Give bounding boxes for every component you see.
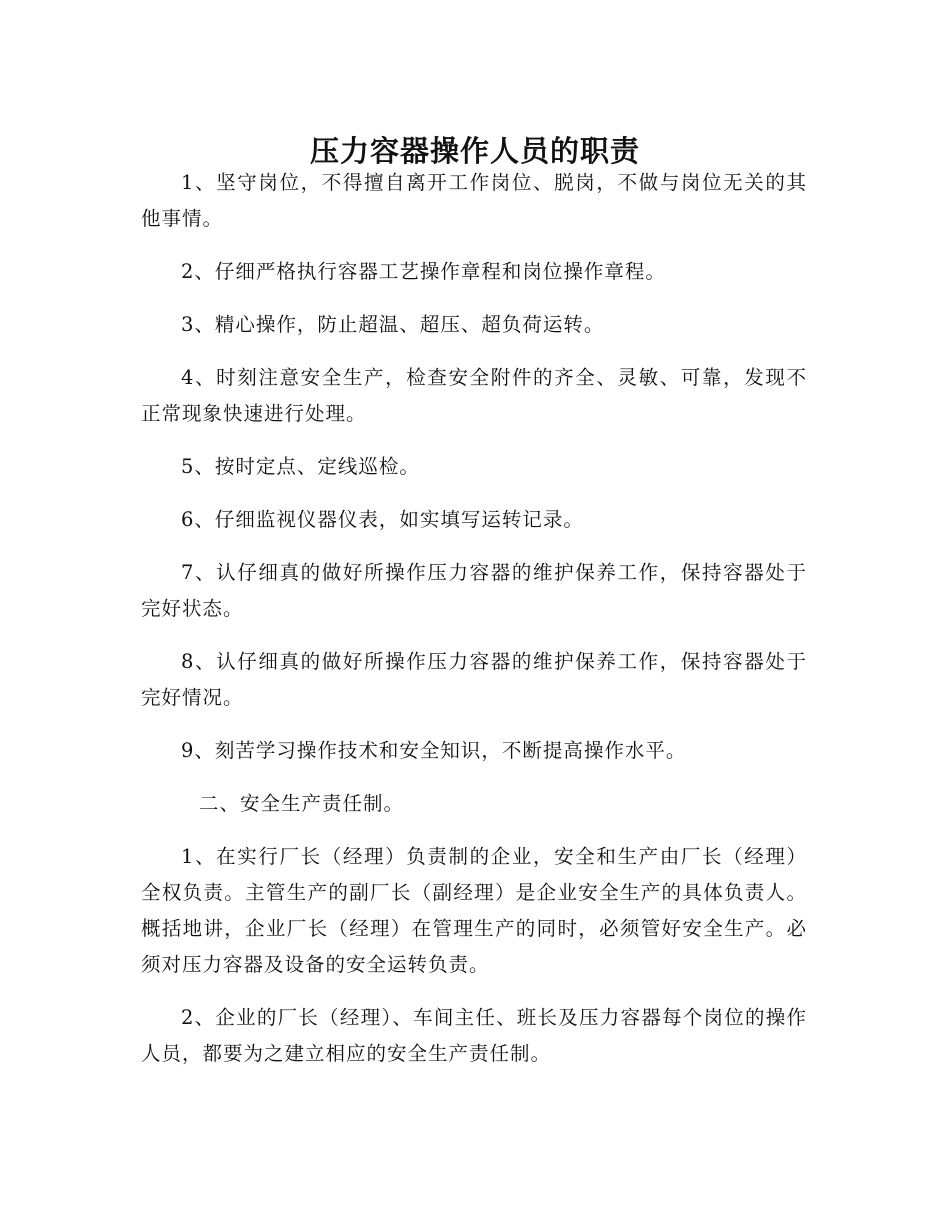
paragraph-duty-9: 9、刻苦学习操作技术和安全知识，不断提高操作水平。 bbox=[181, 739, 687, 762]
paragraph-duty-6: 6、仔细监视仪器仪表，如实填写运转记录。 bbox=[181, 508, 584, 531]
paragraph-duty-1: 1、坚守岗位，不得擅自离开工作岗位、脱岗，不做与岗位无关的其他事情。 bbox=[141, 171, 807, 230]
document-body bbox=[141, 165, 807, 1072]
paragraph-duty-2: 2、仔细严格执行容器工艺操作章程和岗位操作章程。 bbox=[181, 260, 666, 283]
paragraph-duty-8: 8、认仔细真的做好所操作压力容器的维护保养工作，保持容器处于完好情况。 bbox=[141, 650, 807, 709]
paragraph-duty-7: 7、认仔细真的做好所操作压力容器的维护保养工作，保持容器处于完好状态。 bbox=[141, 561, 807, 620]
paragraph-responsibility-2: 2、企业的厂长（经理）、车间主任、班长及压力容器每个岗位的操作人员，都要为之建立相应的安全生产责任制。 bbox=[141, 1006, 807, 1065]
paragraph-duty-5: 5、按时定点、定线巡检。 bbox=[181, 455, 420, 478]
paragraph-duty-4: 4、时刻注意安全生产，检查安全附件的齐全、灵敏、可靠，发现不正常现象快速进行处理。 bbox=[141, 366, 807, 425]
section-heading: 二、安全生产责任制。 bbox=[199, 792, 405, 815]
paragraph-responsibility-1: 1、在实行厂长（经理）负责制的企业，安全和生产由厂长（经理）全权负责。主管生产的副厂长（副经理）是企业安全生产的具体负责人。概括地讲，企业厂长（经理）在管理生产的同时，必须管好安全生产。必须对压力容器及设备的安全运转负责。 bbox=[141, 845, 807, 976]
document-title: 压力容器操作人员的职责 bbox=[309, 134, 640, 169]
paragraph-duty-3: 3、精心操作，防止超温、超压、超负荷运转。 bbox=[181, 313, 605, 336]
